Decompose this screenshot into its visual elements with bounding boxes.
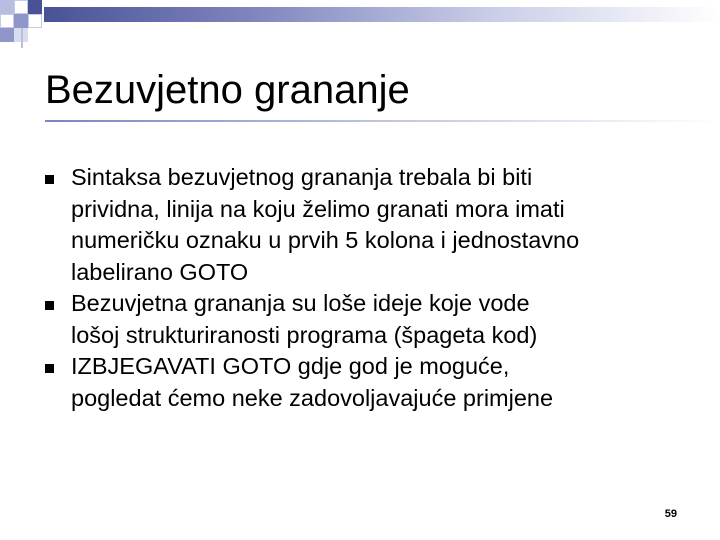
corner-decoration-square	[0, 14, 14, 28]
bullet-text: IZBJEGAVATI GOTO gdje god je moguće, pogledat ćemo neke zadovoljavajuće primjene	[71, 353, 554, 411]
slide-title: Bezuvjetno grananje	[45, 68, 410, 112]
corner-decoration-square	[14, 0, 28, 14]
page-number: 59	[664, 508, 677, 520]
bullet-text: Sintaksa bezuvjetnog grananja trebala bi biti prividna, linija na koju želimo granati mora imati numeričku oznaku u prvih 5 kolona i jednostavno labelirano GOTO	[71, 164, 580, 285]
bullet-list	[45, 162, 705, 414]
square-bullet-icon	[45, 301, 54, 310]
corner-decoration-square	[0, 28, 14, 42]
bullet-item	[45, 288, 705, 351]
corner-decoration-square	[14, 14, 28, 28]
bullet-text: Bezuvjetna grananja su loše ideje koje vode lošoj strukturiranosti programa (špageta kod)	[71, 290, 538, 348]
square-bullet-icon	[45, 175, 54, 184]
header-gradient-bar	[44, 7, 720, 22]
bullet-item	[45, 351, 705, 414]
corner-decoration-line	[21, 28, 23, 48]
bullet-item	[45, 162, 705, 288]
corner-decoration-square	[0, 0, 14, 14]
title-underline	[45, 120, 720, 122]
square-bullet-icon	[45, 364, 54, 373]
corner-decoration-square	[28, 14, 42, 28]
corner-decoration-square	[28, 0, 42, 14]
